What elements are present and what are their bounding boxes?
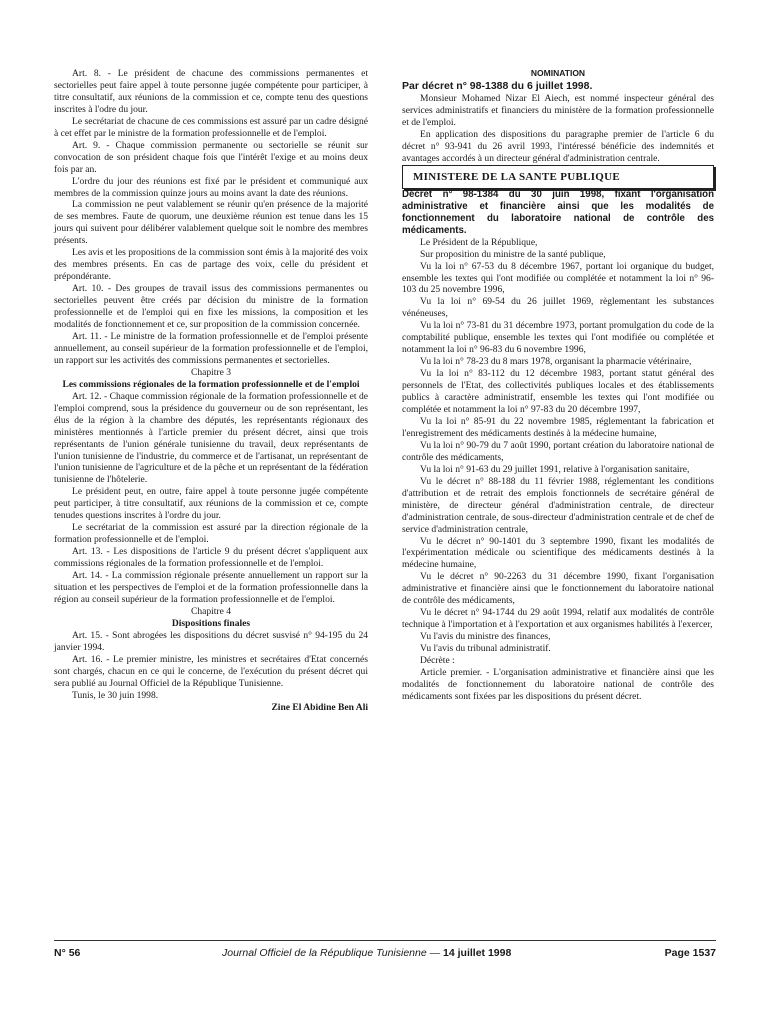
paragraph: Le secrétariat de chacune de ces commissions est assuré par un cadre désigné à cet effet par le ministre de la formation professionnelle et de l'emploi. <box>54 115 368 139</box>
paragraph: Le secrétariat de la commission est assuré par la direction régionale de la formation professionnelle et de l'emploi. <box>54 522 368 546</box>
paragraph: Art. 13. - Les dispositions de l'article 9 du présent décret s'appliquent aux commissions régionales de la formation professionnelle et de l'emploi. <box>54 546 368 570</box>
paragraph: L'ordre du jour des réunions est fixé par le président et communiqué aux membres de la commission quinze jours au moins avant la date des réunions. <box>54 175 368 199</box>
page-number: Page 1537 <box>664 947 716 959</box>
paragraph: Vu le décret n° 88-188 du 11 février 1988, réglementant les conditions d'attribution et de retrait des emplois fonctionnels de secrétaire général de ministère, de directeur général d'administration centrale, de directeur d'administration centrale, de sous-directeur d'administration centrale et de chef de service d'administration centrale, <box>402 475 714 535</box>
paragraph: Vu l'avis du ministre des finances, <box>420 631 551 643</box>
paragraph: Le Président de la République, <box>420 236 538 248</box>
footer-separator: — <box>429 947 441 959</box>
nomination-heading: NOMINATION <box>530 68 586 78</box>
paragraph: Monsieur Mohamed Nizar El Aiech, est nommé inspecteur général des services administratifs et financiers du ministère de la formation professionnelle et de l'emploi. <box>402 92 714 128</box>
paragraph: Vu la loi n° 90-79 du 7 août 1990, portant création du laboratoire national de contrôle des médicaments, <box>402 439 714 463</box>
paragraph: Vu la loi n° 67-53 du 8 décembre 1967, portant loi organique du budget, ensemble les textes qui l'ont modifiée ou complétée et notamment la loi n° 96-103 du 25 novembre 1996, <box>402 260 714 296</box>
chapter-3-title: Les commissions régionales de la formation professionnelle et de l'emploi <box>62 378 360 390</box>
left-column <box>54 68 368 713</box>
paragraph: Vu la loi n° 69-54 du 26 juillet 1969, règlementant les substances vénéneuses, <box>402 296 714 320</box>
decree-1-title: Par décret n° 98-1388 du 6 juillet 1998. <box>402 79 593 92</box>
paragraph: Décrète : <box>420 655 455 667</box>
right-column <box>402 68 714 703</box>
paragraph: Art. 16. - Le premier ministre, les ministres et secrétaires d'Etat concernés sont chargés, chacun en ce qui le concerne, de l'exécution du présent décret qui sera publié au Journal Officiel de la République Tunisienne. <box>54 653 368 689</box>
paragraph: Art. 14. - La commission régionale présente annuellement un rapport sur la situation et les perspectives de l'emploi et de la formation professionnelle dans la région au conseil supérieur de la formation professionnelle et de l'emploi. <box>54 570 368 605</box>
journal-name-line <box>222 947 511 959</box>
paragraph: Vu le décret n° 94-1744 du 29 août 1994, relatif aux modalités de contrôle technique à l'importation et à l'exportation et aux organismes habilités à l'exercer, <box>402 607 714 631</box>
paragraph: Art. 15. - Sont abrogées les dispositions du décret susvisé n° 94-195 du 24 janvier 1994. <box>54 629 368 653</box>
paragraph: Art. 8. - Le président de chacune des commissions permanentes et sectorielles peut faire appel à toute personne jugée compétente pour participer, à titre consultatif, aux réunions de la commission et ce, compte tenu des questions inscrites à l'odre du jour. <box>54 68 368 115</box>
paragraph: Art. 10. - Des groupes de travail issus des commissions permanentes ou sectorielles peuvent être créés par décision du ministre de la formation professionnelle et de l'emploi qui en fixe les missions, la composition et les modalités de fonctionnement et ce, sur proposition de la commission concernée. <box>54 283 368 331</box>
paragraph: Sur proposition du ministre de la santé publique, <box>420 248 606 260</box>
decree-2-title: Décret n° 98-1384 du 30 juin 1998, fixant l'organisation administrative et financière ainsi que les modalités de fonctionnement du laboratoire national de contrôle des médicaments. <box>402 188 714 236</box>
ministry-header-box: MINISTERE DE LA SANTE PUBLIQUE <box>402 165 714 189</box>
issue-number: N° 56 <box>54 947 81 959</box>
footer-divider <box>54 940 716 941</box>
paragraph: Vu la loi n° 73-81 du 31 décembre 1973, portant promulgation du code de la comptabilité publique, ensemble les textes qui l'ont modifiée ou complétée et notamment la loi n° 96-83 du 6 novembre 1996, <box>402 320 714 356</box>
paragraph: La commission ne peut valablement se réunir qu'en présence de la majorité de ses membres. Faute de quorum, une deuxième réunion est tenue dans les 15 jours qui suivent pour délibérer valablement quelque soit le nombre des membres présents. <box>54 199 368 247</box>
journal-name: Journal Officiel de la République Tunisienne <box>222 947 427 959</box>
chapter-3-number: Chapitre 3 <box>190 366 232 378</box>
paragraph: Article premier. - L'organisation administrative et financière ainsi que les modalités de fonctionnement du laboratoire national de contrôle des médicaments sont fixées par les dispositions du présent décret. <box>402 666 714 702</box>
paragraph: Vu l'avis du tribunal administratif. <box>420 643 551 655</box>
paragraph: Art. 11. - Le ministre de la formation professionnelle et de l'emploi présente annuellement, au conseil supérieur de la formation professionnelle et de l'emploi, un rapport sur les activités des commissions permanentes et sectorielles. <box>54 330 368 366</box>
paragraph: Vu la loi n° 85-91 du 22 novembre 1985, réglementant la fabrication et l'enregistrement des médicaments destinés à la médecine humaine, <box>402 415 714 439</box>
paragraph: Le président peut, en outre, faire appel à toute personne jugée compétente peut participer, à titre consultatif, aux réunions de la commission et ce, compte tenudes questions inscrites à l'ordre du jour. <box>54 486 368 522</box>
paragraph: Les avis et les propositions de la commission sont émis à la majorité des voix des membres présents. En cas de partage des voix, celle du président et prépondérante. <box>54 247 368 283</box>
paragraph: Vu le décret n° 90-1401 du 3 septembre 1990, fixant les modalités de l'expérimentation médicale ou scientifique des médicaments destinés à la médecine humaine, <box>402 535 714 571</box>
issue-date: 14 juillet 1998 <box>443 947 512 959</box>
paragraph: Vu la loi n° 91-63 du 29 juillet 1991, relative à l'organisation sanitaire, <box>420 463 690 475</box>
paragraph: Art. 12. - Chaque commission régionale de la formation professionnelle et de l'emploi comprend, sous la présidence du gouverneur ou de son représentant, les élus de la région à la chambre des députés, les représentants régionaux des ministères mentionnés à l'article premier du présent décret, ainsi que trois représentants de l'union générale tunisienne du travail, deux représentants de l'union tunisienne de l'industrie, du commerce et de l'artisanat, un représentant de l'union tunisienne de l'agriculture et de la pêche et un représentant de la fédération tunisienne de l'hôtelerie. <box>54 390 368 486</box>
signature: Zine El Abidine Ben Ali <box>271 701 368 713</box>
chapter-4-title: Dispositions finales <box>171 617 251 629</box>
paragraph: Vu la loi n° 83-112 du 12 décembre 1983, portant statut général des personnels de l'Etat, des collectivités publiques locales et des établissements publics à caractère administratif, ensemble les textes qui l'ont modifiée ou complétée et notamment la loi n° 97-83 du 20 décembre 1997, <box>402 368 714 416</box>
paragraph: Vu le décret n° 90-2263 du 31 décembre 1990, fixant l'organisation administrative et financière ainsi que le fonctionnement du laboratoire national de contrôle des médicaments, <box>402 571 714 607</box>
paragraph: Vu la loi n° 78-23 du 8 mars 1978, organisant la pharmacie vétérinaire, <box>420 356 692 368</box>
paragraph: Art. 9. - Chaque commission permanente ou sectorielle se réunit sur convocation de son président chaque fois que l'intérêt l'exige et au moins deux fois par an. <box>54 139 368 175</box>
chapter-4-number: Chapitre 4 <box>190 605 232 617</box>
date-line: Tunis, le 30 juin 1998. <box>72 689 159 701</box>
paragraph: En application des dispositions du paragraphe premier de l'article 6 du décret n° 93-941 du 26 avril 1993, l'intéressé bénéficie des indemnités et avantages accordés à un directeur général d'administration centrale. <box>402 128 714 164</box>
